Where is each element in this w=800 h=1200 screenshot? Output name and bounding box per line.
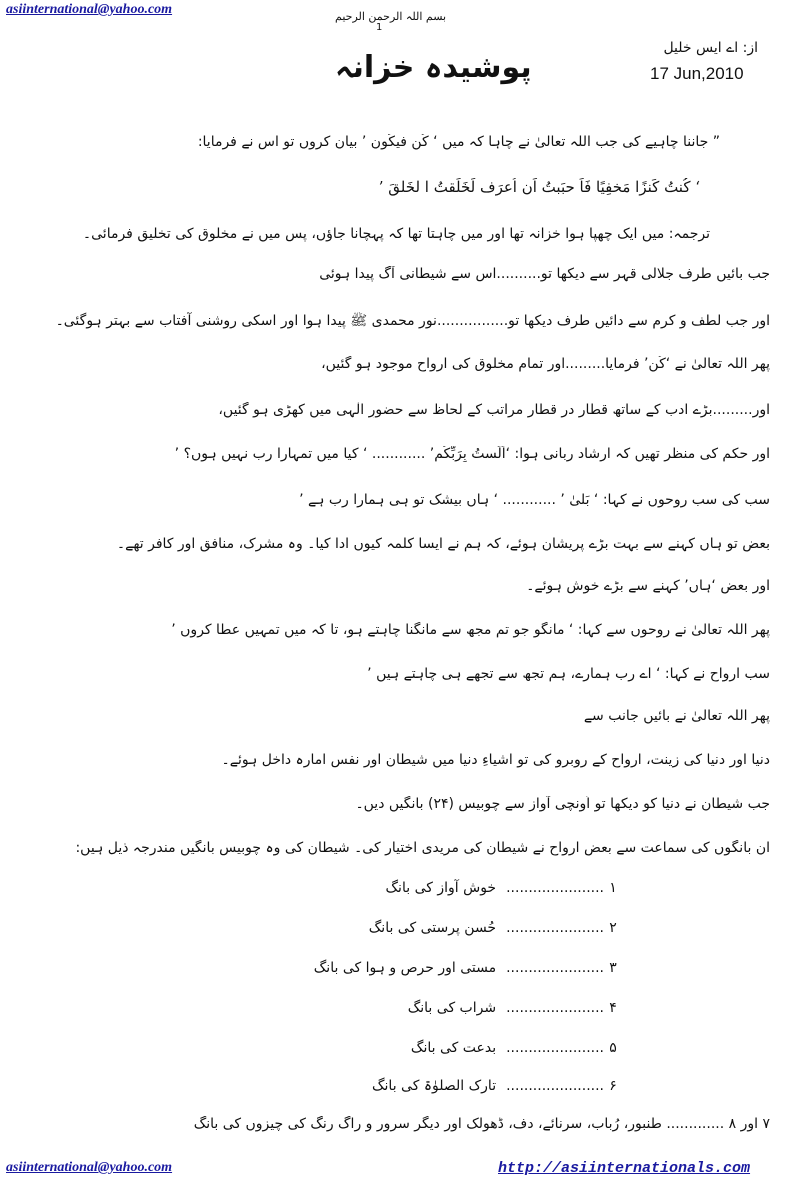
body-line: جب شیطان نے دنیا کو دیکھا تو اُونچی آواز سے چوبیس (۲۴) بانگیں دیں۔ — [355, 796, 770, 812]
last-list-line: ۷ اور ۸ ............. طنبور، رُباب، سرنائے، دف، ڈھولک اور دیگر سرور و راگ رنگ کی چیزوں کی بانگ — [193, 1116, 770, 1132]
list-item-dots: ...................... — [506, 920, 604, 936]
list-item — [314, 960, 620, 976]
bismillah: بسم اللہ الرحمن الرحیم — [335, 10, 447, 23]
body-line: سب کی سب روحوں نے کہا: ‘ بَلیٰ ’ ............ ‘ ہاں بیشک تو ہی ہمارا رب ہے ’ — [299, 492, 770, 508]
list-item-dots: ...................... — [506, 1000, 604, 1016]
list-item-text: مستی اور حرص و ہوا کی بانگ — [313, 960, 497, 976]
body-line: دنیا اور دنیا کی زینت، ارواح کے روبرو کی تو اشیاءِ دنیا میں شیطان اور نفس امارہ داخل ہوئے۔ — [221, 752, 770, 768]
list-item-text: شراب کی بانگ — [407, 1000, 497, 1016]
body-line: اور بعض ‘ہاں’ کہنے سے بڑے خوش ہوئے۔ — [526, 578, 770, 594]
page-title: پوشیدہ خزانہ — [335, 50, 532, 85]
header-email-link[interactable]: asiinternational@yahoo.com — [6, 2, 173, 17]
list-item-dots: ...................... — [506, 880, 604, 896]
body-line: ” جاننا چاہیے کی جب اللہ تعالیٰ نے چاہا کہ میں ‘ کُن فیکُون ’ بیان کروں تو اس نے فرمایا: — [197, 134, 720, 150]
translation-line: ترجمہ: میں ایک چھپا ہوا خزانہ تھا اور میں چاہتا تھا کہ پہچانا جاؤں، پس میں نے مخلوق کی تخلیق فرمائی۔ — [82, 226, 710, 242]
list-item-text: بدعت کی بانگ — [410, 1040, 497, 1056]
list-item — [386, 880, 620, 896]
list-item-number: ۳ — [609, 960, 617, 976]
date: 17 Jun,2010 — [650, 64, 744, 83]
footer-email-link[interactable]: asiinternational@yahoo.com — [6, 1160, 173, 1175]
list-item-dots: ...................... — [506, 960, 604, 976]
list-item-text: تارک الصلوٰۃ کی بانگ — [372, 1078, 497, 1094]
page-number: 1 — [376, 22, 383, 33]
arabic-quote: ‘ کُنتُ کَنزًا مَخفِیًا فَاَ حبَبتُ اَن اُعرَف لَخَلَقتُ ا لخَلقَ ’ — [378, 178, 700, 196]
body-line: ان بانگوں کی سماعت سے بعض ارواح نے شیطان کی مریدی اختیار کی۔ شیطان کی وہ چوبیس بانگیں مندرجہ ذیل ہیں: — [75, 840, 770, 856]
body-line: بعض تو ہاں کہنے سے بہت بڑے پریشان ہوئے، کہ ہم نے ایسا کلمہ کیوں ادا کیا۔ وہ مشرک، منافق اور کافر تھے۔ — [116, 536, 770, 552]
footer-website-link[interactable]: http://asiinternationals.com — [498, 1160, 751, 1177]
list-item-dots: ...................... — [506, 1040, 604, 1056]
list-item-number: ۲ — [609, 920, 617, 936]
body-line: اور جب لطف و کرم سے دائیں طرف دیکھا تو................نور محمدی ﷺ پیدا ہوا اور اسکی روشنی آفتاب سے بہتر ہوگئی۔ — [55, 313, 770, 329]
body-line: جب بائیں طرف جلالی قہر سے دیکھا تو..........اس سے شیطانی آگ پیدا ہوئی — [319, 266, 770, 282]
list-item-text: حُسن پرستی کی بانگ — [368, 920, 497, 936]
list-item-number: ۵ — [609, 1040, 617, 1056]
body-line: پھر اللہ تعالیٰ نے روحوں سے کہا: ‘ مانگو جو تم مجھ سے مانگنا چاہتے ہو، تا کہ میں تمہیں عطا کروں ’ — [171, 622, 770, 638]
list-item-text: خوش آواز کی بانگ — [385, 880, 497, 896]
list-item — [369, 920, 620, 936]
list-item-number: ۶ — [609, 1078, 617, 1094]
list-item-number: ۴ — [609, 1000, 617, 1016]
body-line: پھر اللہ تعالیٰ نے بائیں جانب سے — [583, 708, 770, 724]
body-line: پھر اللہ تعالیٰ نے ‘کُن’ فرمایا.........اور تمام مخلوق کی ارواح موجود ہو گئیں، — [321, 356, 770, 372]
list-item — [411, 1040, 620, 1056]
body-line: سب ارواح نے کہا: ‘ اے رب ہمارے، ہم تجھ سے تجھے ہی چاہتے ہیں ’ — [367, 666, 770, 682]
list-item — [372, 1078, 620, 1094]
list-item — [408, 1000, 620, 1016]
body-line: اور.........بڑے ادب کے ساتھ قطار در قطار مراتب کے لحاظ سے حضورِ الٰہی میں کھڑی ہو گئیں، — [218, 402, 770, 418]
list-item-dots: ...................... — [506, 1078, 604, 1094]
author-line: از: اے ایس خلیل — [663, 40, 758, 56]
body-line: اور حکم کی منظر تھیں کہ ارشاد ربانی ہوا: ‘اَلَستُ بِرَبِّکُم’ ............ ‘ کیا میں تمہارا رب نہیں ہوں؟ ’ — [174, 446, 770, 462]
list-item-number: ۱ — [609, 880, 617, 896]
